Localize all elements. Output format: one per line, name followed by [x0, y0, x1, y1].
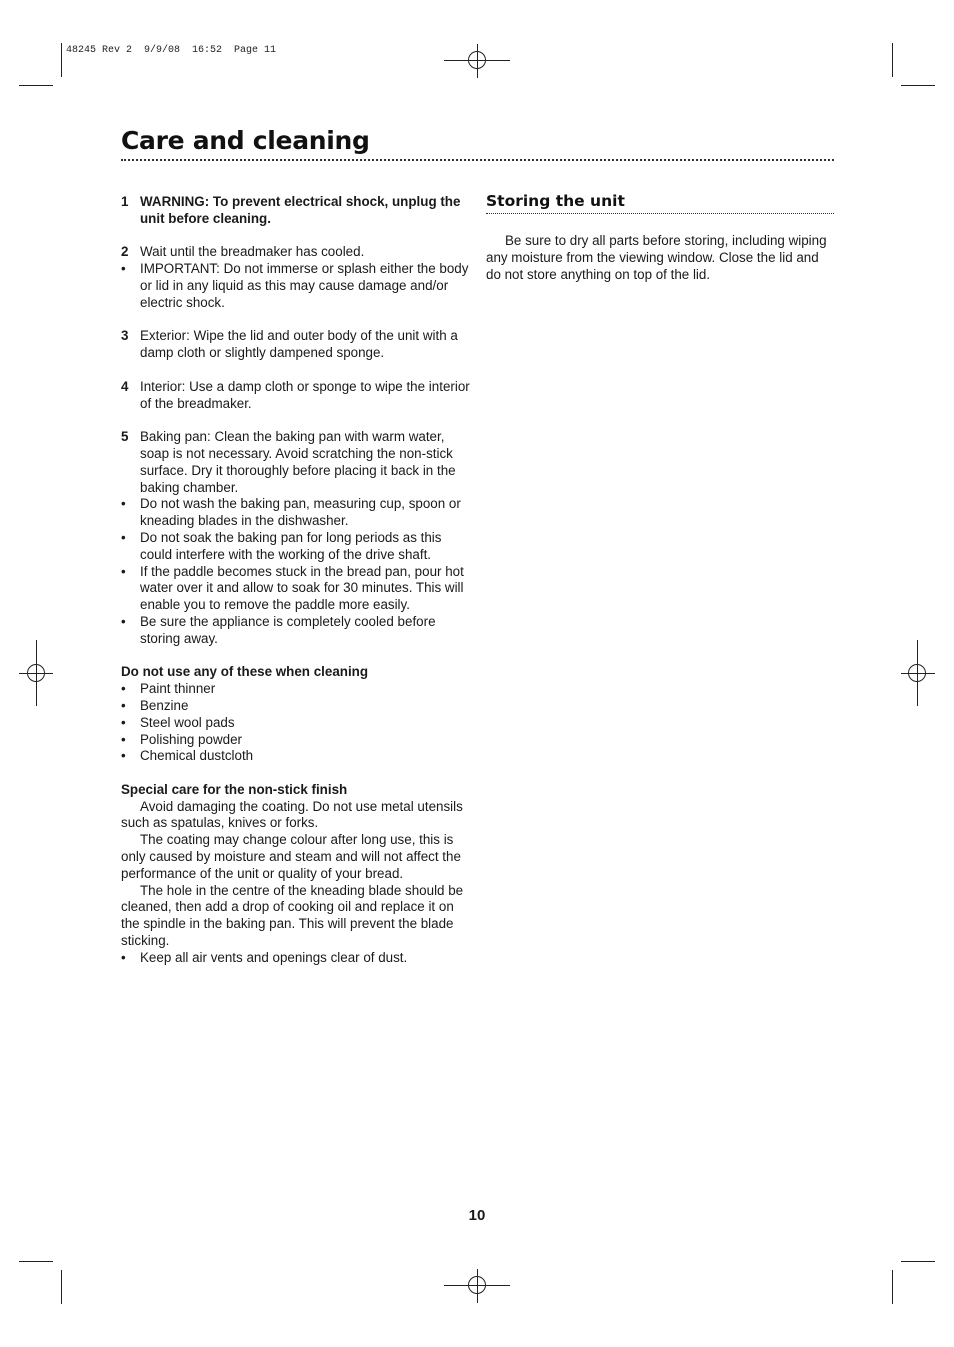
page-title: Care and cleaning [121, 126, 370, 155]
step-text: Wait until the breadmaker has cooled. [140, 244, 365, 260]
step-number: 3 [121, 328, 129, 344]
step-number: 4 [121, 378, 129, 394]
list-item [121, 950, 471, 967]
bullet-text: Steel wool pads [140, 714, 235, 730]
step-number: 2 [121, 244, 129, 260]
bullet-text: Do not wash the baking pan, measuring cup, spoon or kneading blades in the dishwasher. [140, 496, 461, 529]
right-column [486, 191, 834, 283]
crop-mark [892, 1270, 893, 1304]
donot-heading: Do not use any of these when cleaning [121, 664, 369, 680]
step-number: 5 [121, 429, 129, 445]
bullet-icon: • [121, 496, 126, 512]
step-3 [121, 328, 471, 362]
list-item [121, 614, 471, 648]
title-divider [121, 159, 834, 161]
step-text: Baking pan: Clean the baking pan with warm water, soap is not necessary. Avoid scratching the non-stick surface. Dry it thoroughly before placing it back in the baking chamber. [140, 429, 456, 495]
step-text: WARNING: To prevent electrical shock, unplug the unit before cleaning. [140, 194, 461, 226]
bullet-text: Do not soak the baking pan for long periods as this could interfere with the working of the drive shaft. [140, 529, 442, 562]
bullet-text: IMPORTANT: Do not immerse or splash either the body or lid in any liquid as this may cause damage and/or electric shock. [140, 261, 469, 310]
list-item [121, 681, 471, 698]
bullet-icon: • [121, 613, 126, 629]
registration-circle-icon [468, 51, 486, 69]
list-item [121, 715, 471, 732]
bullet-icon: • [121, 714, 126, 730]
list-item [121, 748, 471, 765]
bullet-text: Polishing powder [140, 731, 242, 747]
crop-mark [19, 85, 53, 86]
crop-mark [892, 43, 893, 77]
bullet-text: Benzine [140, 697, 189, 713]
bullet-icon: • [121, 681, 126, 697]
bullet-icon: • [121, 563, 126, 579]
bullet-icon: • [121, 529, 126, 545]
list-item [121, 496, 471, 530]
bullet-icon: • [121, 261, 126, 277]
bullet-text: Paint thinner [140, 681, 216, 697]
registration-circle-icon [468, 1276, 486, 1294]
step-1 [121, 194, 471, 228]
bullet-text: Chemical dustcloth [140, 748, 254, 764]
crop-mark [19, 1261, 53, 1262]
registration-circle-icon [908, 664, 926, 682]
bullet-icon: • [121, 697, 126, 713]
section-heading-storing: Storing the unit [486, 192, 625, 210]
step-4 [121, 379, 471, 413]
step-number: 1 [121, 194, 129, 209]
list-item [121, 530, 471, 564]
bullet-text: Keep all air vents and openings clear of dust. [140, 949, 408, 965]
crop-mark [901, 85, 935, 86]
list-item [121, 732, 471, 749]
special-care-paragraph: The coating may change colour after long use, this is only caused by moisture and steam and will not affect the performance of the unit or quality of your bread. [121, 832, 461, 881]
step-5 [121, 429, 471, 496]
list-item [121, 698, 471, 715]
section-divider [486, 213, 834, 214]
left-column [121, 194, 471, 967]
step-text: Exterior: Wipe the lid and outer body of the unit with a damp cloth or slightly dampened sponge. [140, 328, 458, 361]
step-text: Interior: Use a damp cloth or sponge to wipe the interior of the breadmaker. [140, 378, 470, 411]
list-item [121, 564, 471, 614]
bullet-text: Be sure the appliance is completely cooled before storing away. [140, 613, 436, 646]
special-care-heading: Special care for the non-stick finish [121, 781, 348, 797]
bullet-icon: • [121, 731, 126, 747]
special-care-paragraph: Avoid damaging the coating. Do not use metal utensils such as spatulas, knives or forks. [121, 798, 463, 831]
bullet-icon: • [121, 949, 126, 965]
step-2 [121, 244, 471, 261]
storing-paragraph: Be sure to dry all parts before storing, including wiping any moisture from the viewing window. Close the lid and do not store anything on top of the lid. [486, 233, 827, 282]
crop-mark [901, 1261, 935, 1262]
registration-circle-icon [27, 664, 45, 682]
special-care-paragraph: The hole in the centre of the kneading blade should be cleaned, then add a drop of cooking oil and replace it on the spindle in the baking pan. This will prevent the blade sticking. [121, 882, 464, 949]
crop-mark [61, 43, 62, 77]
bullet-text: If the paddle becomes stuck in the bread pan, pour hot water over it and allow to soak for 30 minutes. This will enable you to remove the paddle more easily. [140, 563, 464, 613]
page-number: 10 [468, 1207, 486, 1224]
bullet-icon: • [121, 748, 126, 764]
print-slug: 48245 Rev 2 9/9/08 16:52 Page 11 [66, 45, 277, 56]
list-item [121, 261, 471, 311]
crop-mark [61, 1270, 62, 1304]
